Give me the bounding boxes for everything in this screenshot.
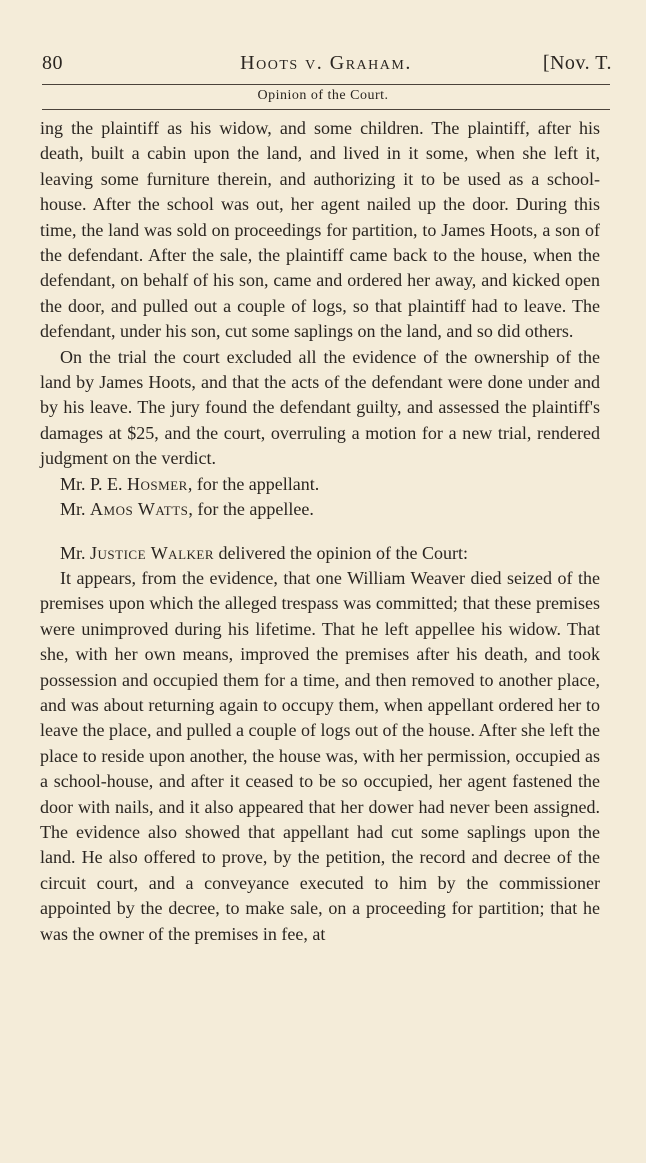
paragraph-opinion: It appears, from the evidence, that one William Weaver died seized of the premises upon which the alleged trespass was committed; that these premises were unimproved during his lifetime. That he left appellee his widow. That she, with her own means, improved the premises after his death, and took possession and occupied them for a time, and then removed to another place, and was about returning again to occupy them, when appellant ordered her to leave the place, and pulled a couple of logs out of the house. After she left the place to reside upon another, the house was, with her permission, occupied as a school-house, and after it ceased to be so occupied, her agent fastened the door with nails, and it also appeared that her dower had never been assigned. The evidence also showed that appellant had cut some saplings upon the land. He also offered to prove, by the petition, the record and decree of the circuit court, and a conveyance executed to him by the commissioner appointed by the decree, to make sale, on a proceeding for partition; that he was the owner of the premises in fee, at [40,567,600,944]
case-title: Hoots v. Graham. [240,52,412,74]
page-number: 80 [42,52,63,74]
running-head [40,52,612,82]
counsel-appellee-prefix: Mr. [60,499,91,520]
judge-name: Justice Walker [90,542,215,563]
header-rule-bottom [42,109,610,110]
counsel-appellee [40,497,600,522]
counsel-appellant [40,472,600,497]
counsel-appellee-suffix: , for the appellee. [188,499,314,520]
body-text [40,116,600,947]
opinion-intro-prefix: Mr. [60,542,91,563]
header-rule-top [42,84,610,85]
term-label: [Nov. T. [542,52,612,74]
counsel-appellee-name: Amos Watts [90,499,189,520]
counsel-appellant-suffix: , for the appellant. [187,473,320,494]
paragraph-trial: On the trial the court excluded all the evidence of the ownership of the land by James Hoots, and that the acts of the defendant were done under and by his leave. The jury found the defendant guilty, and assessed the plaintiff's damages at $25, and the court, overruling a motion for a new trial, rendered judgment on the verdict. [40,346,600,469]
section-heading: Opinion of the Court. [257,88,389,103]
counsel-appellant-name: Hosmer [127,473,188,494]
paragraph-continued: ing the plaintiff as his widow, and some children. The plaintiff, after his death, built a cabin upon the land, and lived in it some, when she left it, leaving some furniture therein, and authorizing it to be used as a school-house. After the school was out, her agent nailed up the door. During this time, the land was sold on proceedings for partition, to James Hoots, a son of the defendant. After the sale, the plaintiff came back to the house, when the defendant, on behalf of his son, came and ordered her away, and kicked open the door, and pulled out a couple of logs, so that plaintiff had to leave. The defendant, under his son, cut some saplings on the land, and so did others. [40,118,600,342]
opinion-intro [40,541,600,566]
counsel-appellant-prefix: Mr. P. E. [60,473,128,494]
opinion-intro-suffix: delivered the opinion of the Court: [214,542,468,563]
